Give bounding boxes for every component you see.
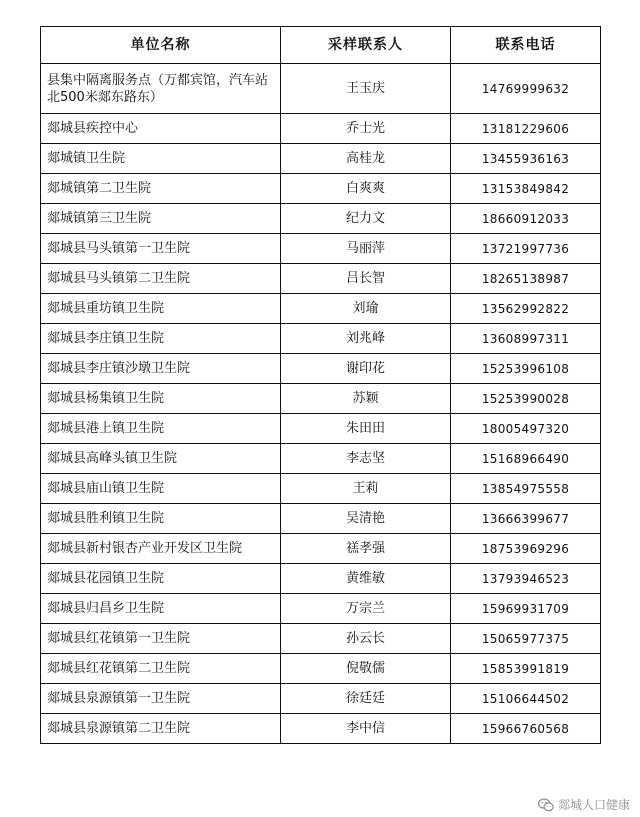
table-row [41,414,601,444]
table-row [41,174,601,204]
phone-cell: 18660912033 [451,204,601,234]
unit-name-cell: 郯城县泉源镇第一卫生院 [41,684,281,714]
phone-cell: 18753969296 [451,534,601,564]
unit-name-cell: 县集中隔离服务点（万都宾馆，汽车站北500米郯东路东） [41,64,281,114]
unit-name-cell: 郯城县红花镇第二卫生院 [41,654,281,684]
unit-name-cell: 郯城镇第二卫生院 [41,174,281,204]
contact-sheet [40,26,600,744]
contact-person-cell: 孙云长 [281,624,451,654]
phone-cell: 15253996108 [451,354,601,384]
table-row [41,624,601,654]
phone-cell: 15253990028 [451,384,601,414]
unit-name-cell: 郯城县港上镇卫生院 [41,414,281,444]
contact-person-cell: 吴清艳 [281,504,451,534]
header-unit-name: 单位名称 [41,27,281,64]
phone-cell: 14769999632 [451,64,601,114]
unit-name-cell: 郯城县重坊镇卫生院 [41,294,281,324]
phone-cell: 13721997736 [451,234,601,264]
table-row [41,594,601,624]
contact-person-cell: 朱田田 [281,414,451,444]
sampling-contacts-table [40,26,601,744]
table-row [41,444,601,474]
table-row [41,114,601,144]
table-row [41,474,601,504]
contact-person-cell: 白爽爽 [281,174,451,204]
unit-name-cell: 郯城县杨集镇卫生院 [41,384,281,414]
contact-person-cell: 谢印花 [281,354,451,384]
header-contact-person: 采样联系人 [281,27,451,64]
phone-cell: 18005497320 [451,414,601,444]
phone-cell: 18265138987 [451,264,601,294]
unit-name-cell: 郯城县花园镇卫生院 [41,564,281,594]
table-row [41,264,601,294]
phone-cell: 15065977375 [451,624,601,654]
contact-person-cell: 万宗兰 [281,594,451,624]
contact-person-cell: 刘兆峰 [281,324,451,354]
table-row [41,324,601,354]
contact-person-cell: 王莉 [281,474,451,504]
table-row [41,204,601,234]
unit-name-cell: 郯城县高峰头镇卫生院 [41,444,281,474]
contact-person-cell: 黄维敏 [281,564,451,594]
contact-person-cell: 高桂龙 [281,144,451,174]
unit-name-cell: 郯城镇第三卫生院 [41,204,281,234]
phone-cell: 13608997311 [451,324,601,354]
contact-person-cell: 马丽萍 [281,234,451,264]
phone-cell: 15853991819 [451,654,601,684]
contact-person-cell: 刘瑜 [281,294,451,324]
watermark-text: 郯城人口健康 [557,798,630,812]
unit-name-cell: 郯城县李庄镇卫生院 [41,324,281,354]
contact-person-cell: 禚孝强 [281,534,451,564]
phone-cell: 15969931709 [451,594,601,624]
unit-name-cell: 郯城县归昌乡卫生院 [41,594,281,624]
unit-name-cell: 郯城县泉源镇第二卫生院 [41,714,281,744]
table-row [41,654,601,684]
phone-cell: 13181229606 [451,114,601,144]
contact-person-cell: 徐廷廷 [281,684,451,714]
contact-person-cell: 乔士光 [281,114,451,144]
watermark [538,796,630,813]
table-row [41,234,601,264]
contact-person-cell: 纪力文 [281,204,451,234]
unit-name-cell: 郯城县疾控中心 [41,114,281,144]
table-row [41,534,601,564]
table-header-row [41,27,601,64]
contact-person-cell: 倪敬儒 [281,654,451,684]
table-row [41,294,601,324]
unit-name-cell: 郯城县胜利镇卫生院 [41,504,281,534]
unit-name-cell: 郯城县马头镇第二卫生院 [41,264,281,294]
phone-cell: 15168966490 [451,444,601,474]
phone-cell: 13854975558 [451,474,601,504]
phone-cell: 15106644502 [451,684,601,714]
unit-name-cell: 郯城县红花镇第一卫生院 [41,624,281,654]
unit-name-cell: 郯城县新村银杏产业开发区卫生院 [41,534,281,564]
phone-cell: 13562992822 [451,294,601,324]
unit-name-cell: 郯城县李庄镇沙墩卫生院 [41,354,281,384]
contact-person-cell: 吕长智 [281,264,451,294]
phone-cell: 15966760568 [451,714,601,744]
phone-cell: 13666399677 [451,504,601,534]
contact-person-cell: 李志坚 [281,444,451,474]
header-phone: 联系电话 [451,27,601,64]
table-row [41,354,601,384]
phone-cell: 13153849842 [451,174,601,204]
unit-name-cell: 郯城县马头镇第一卫生院 [41,234,281,264]
phone-cell: 13455936163 [451,144,601,174]
table-row [41,564,601,594]
table-row [41,504,601,534]
contact-person-cell: 王玉庆 [281,64,451,114]
unit-name-cell: 郯城镇卫生院 [41,144,281,174]
contact-person-cell: 苏颖 [281,384,451,414]
table-row [41,714,601,744]
wechat-icon [538,798,554,812]
phone-cell: 13793946523 [451,564,601,594]
table-row [41,64,601,114]
table-row [41,684,601,714]
contact-person-cell: 李中信 [281,714,451,744]
table-row [41,144,601,174]
table-row [41,384,601,414]
unit-name-cell: 郯城县庙山镇卫生院 [41,474,281,504]
